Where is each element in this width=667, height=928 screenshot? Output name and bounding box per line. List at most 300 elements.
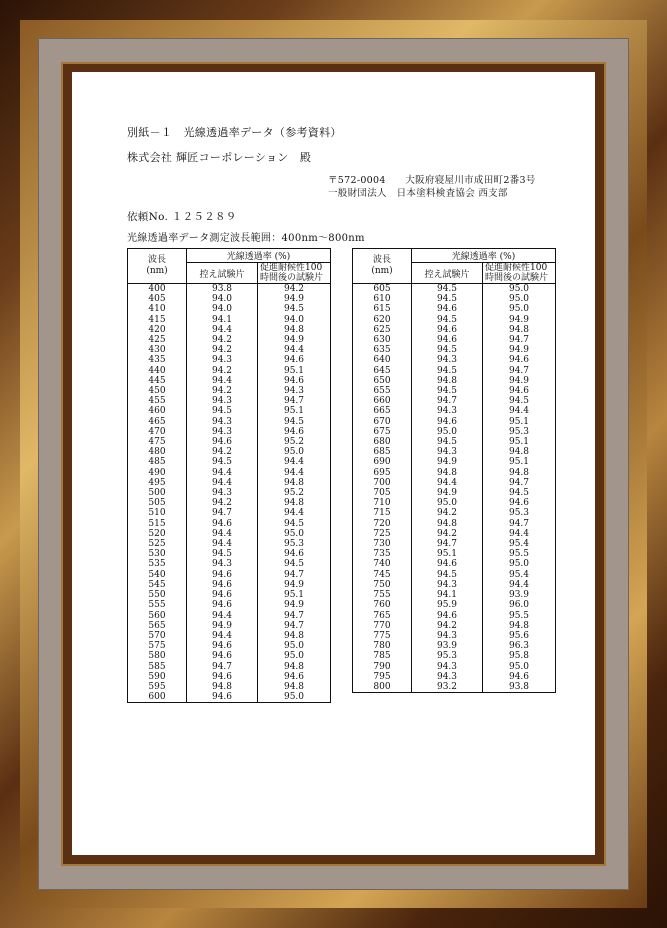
cell-wavelength: 785 xyxy=(353,651,412,661)
cell-control: 94.4 xyxy=(187,539,258,549)
table-row xyxy=(128,682,331,692)
cell-control: 94.6 xyxy=(187,437,258,447)
table-row xyxy=(128,366,331,376)
table-row xyxy=(353,641,556,651)
cell-wavelength: 420 xyxy=(128,325,187,335)
cell-control: 94.3 xyxy=(412,662,483,672)
cell-control: 95.3 xyxy=(412,651,483,661)
cell-control: 94.3 xyxy=(187,396,258,406)
cell-accelerated: 95.8 xyxy=(483,651,556,661)
cell-control: 94.9 xyxy=(412,457,483,467)
cell-control: 94.5 xyxy=(412,570,483,580)
cell-control: 94.2 xyxy=(187,386,258,396)
cell-wavelength: 695 xyxy=(353,468,412,478)
table-row xyxy=(128,662,331,672)
cell-wavelength: 405 xyxy=(128,294,187,304)
cell-wavelength: 655 xyxy=(353,386,412,396)
cell-wavelength: 605 xyxy=(353,284,412,295)
cell-wavelength: 615 xyxy=(353,304,412,314)
cell-control: 94.4 xyxy=(187,325,258,335)
cell-control: 94.4 xyxy=(412,478,483,488)
cell-control: 94.9 xyxy=(187,621,258,631)
cell-control: 95.1 xyxy=(412,549,483,559)
cell-wavelength: 440 xyxy=(128,366,187,376)
cell-accelerated: 94.9 xyxy=(258,294,331,304)
cell-wavelength: 620 xyxy=(353,315,412,325)
cell-control: 95.0 xyxy=(412,498,483,508)
cell-accelerated: 94.7 xyxy=(483,366,556,376)
cell-accelerated: 94.9 xyxy=(258,335,331,345)
sender-address: 〒572-0004 大阪府寝屋川市成田町2番3号 xyxy=(328,175,536,186)
header-control-specimen: 控え試験片 xyxy=(412,263,483,284)
cell-control: 94.6 xyxy=(187,692,258,703)
cell-accelerated: 93.8 xyxy=(483,682,556,693)
table-row xyxy=(353,580,556,590)
cell-wavelength: 730 xyxy=(353,539,412,549)
cell-accelerated: 95.3 xyxy=(483,427,556,437)
table-row xyxy=(353,315,556,325)
table-row xyxy=(128,600,331,610)
cell-accelerated: 94.5 xyxy=(258,304,331,314)
cell-control: 94.3 xyxy=(412,631,483,641)
table-row xyxy=(128,355,331,365)
cell-accelerated: 94.3 xyxy=(258,386,331,396)
cell-wavelength: 670 xyxy=(353,417,412,427)
table-row xyxy=(128,621,331,631)
cell-accelerated: 95.0 xyxy=(258,447,331,457)
cell-wavelength: 445 xyxy=(128,376,187,386)
cell-accelerated: 95.3 xyxy=(483,508,556,518)
cell-control: 94.2 xyxy=(412,529,483,539)
cell-accelerated: 95.0 xyxy=(483,294,556,304)
cell-control: 94.3 xyxy=(412,406,483,416)
cell-accelerated: 94.7 xyxy=(483,478,556,488)
cell-control: 94.5 xyxy=(412,345,483,355)
cell-accelerated: 94.6 xyxy=(258,376,331,386)
table-row xyxy=(353,345,556,355)
cell-accelerated: 95.0 xyxy=(258,692,331,703)
cell-accelerated: 94.8 xyxy=(483,468,556,478)
cell-accelerated: 95.5 xyxy=(483,611,556,621)
cell-accelerated: 94.9 xyxy=(258,580,331,590)
cell-accelerated: 94.7 xyxy=(258,570,331,580)
cell-control: 93.9 xyxy=(412,641,483,651)
cell-accelerated: 94.8 xyxy=(258,631,331,641)
cell-accelerated: 94.7 xyxy=(483,335,556,345)
table-row xyxy=(353,325,556,335)
table-row xyxy=(353,539,556,549)
cell-wavelength: 490 xyxy=(128,468,187,478)
cell-control: 94.8 xyxy=(412,468,483,478)
cell-wavelength: 550 xyxy=(128,590,187,600)
cell-wavelength: 675 xyxy=(353,427,412,437)
header-wavelength-label: 波長 xyxy=(372,255,391,265)
header-control-specimen: 控え試験片 xyxy=(187,263,258,284)
table-row xyxy=(353,498,556,508)
table-row xyxy=(128,457,331,467)
cell-wavelength: 575 xyxy=(128,641,187,651)
table-row xyxy=(128,498,331,508)
table-row xyxy=(353,447,556,457)
table-row xyxy=(128,427,331,437)
cell-accelerated: 94.9 xyxy=(483,345,556,355)
table-row xyxy=(353,508,556,518)
table-row xyxy=(353,335,556,345)
cell-control: 94.8 xyxy=(412,519,483,529)
cell-accelerated: 95.1 xyxy=(258,406,331,416)
cell-wavelength: 740 xyxy=(353,559,412,569)
table-row xyxy=(353,427,556,437)
table-row xyxy=(353,631,556,641)
table-row xyxy=(128,417,331,427)
table-row xyxy=(353,611,556,621)
cell-accelerated: 94.8 xyxy=(258,325,331,335)
table-row xyxy=(128,529,331,539)
cell-wavelength: 755 xyxy=(353,590,412,600)
cell-wavelength: 470 xyxy=(128,427,187,437)
table-row xyxy=(128,345,331,355)
cell-accelerated: 95.0 xyxy=(483,284,556,295)
cell-accelerated: 95.5 xyxy=(483,549,556,559)
cell-control: 94.2 xyxy=(187,447,258,457)
cell-wavelength: 570 xyxy=(128,631,187,641)
table-row xyxy=(128,570,331,580)
cell-control: 94.0 xyxy=(187,304,258,314)
cell-wavelength: 690 xyxy=(353,457,412,467)
table-row xyxy=(353,621,556,631)
cell-control: 94.5 xyxy=(412,366,483,376)
header-accelerated-specimen: 促進耐候性100時間後の試験片 xyxy=(258,263,331,284)
cell-accelerated: 95.0 xyxy=(258,651,331,661)
cell-wavelength: 700 xyxy=(353,478,412,488)
cell-wavelength: 745 xyxy=(353,570,412,580)
sender-organization: 一般財団法人 日本塗料検査協会 西支部 xyxy=(328,188,508,199)
table-row xyxy=(128,549,331,559)
cell-wavelength: 650 xyxy=(353,376,412,386)
table-row xyxy=(353,406,556,416)
cell-wavelength: 540 xyxy=(128,570,187,580)
cell-control: 94.2 xyxy=(187,335,258,345)
header-transmittance: 光線透過率 (%) xyxy=(187,249,331,263)
cell-control: 94.8 xyxy=(412,376,483,386)
cell-accelerated: 95.0 xyxy=(483,559,556,569)
cell-accelerated: 94.4 xyxy=(483,406,556,416)
cell-control: 94.5 xyxy=(412,315,483,325)
cell-accelerated: 95.6 xyxy=(483,631,556,641)
cell-accelerated: 95.0 xyxy=(258,529,331,539)
transmittance-table-left xyxy=(127,248,331,703)
header-wavelength xyxy=(353,249,412,284)
table-row xyxy=(353,682,556,693)
cell-control: 94.2 xyxy=(187,498,258,508)
cell-wavelength: 725 xyxy=(353,529,412,539)
cell-control: 94.8 xyxy=(187,682,258,692)
cell-wavelength: 595 xyxy=(128,682,187,692)
cell-wavelength: 485 xyxy=(128,457,187,467)
cell-wavelength: 705 xyxy=(353,488,412,498)
cell-control: 94.2 xyxy=(187,366,258,376)
cell-accelerated: 94.6 xyxy=(258,672,331,682)
table-row xyxy=(128,651,331,661)
table-row xyxy=(128,335,331,345)
table-row xyxy=(128,539,331,549)
table-row xyxy=(128,580,331,590)
cell-wavelength: 625 xyxy=(353,325,412,335)
cell-accelerated: 95.1 xyxy=(258,366,331,376)
transmittance-table-right xyxy=(352,248,556,693)
cell-control: 94.3 xyxy=(412,447,483,457)
table-row xyxy=(128,406,331,416)
cell-accelerated: 94.9 xyxy=(483,376,556,386)
table-row xyxy=(353,396,556,406)
cell-wavelength: 465 xyxy=(128,417,187,427)
cell-control: 94.3 xyxy=(187,559,258,569)
table-row xyxy=(353,417,556,427)
cell-wavelength: 685 xyxy=(353,447,412,457)
cell-wavelength: 480 xyxy=(128,447,187,457)
table-row xyxy=(353,662,556,672)
cell-accelerated: 94.8 xyxy=(258,662,331,672)
cell-control: 94.6 xyxy=(412,335,483,345)
cell-control: 94.3 xyxy=(187,355,258,365)
table-row xyxy=(353,600,556,610)
cell-wavelength: 415 xyxy=(128,315,187,325)
cell-control: 94.9 xyxy=(412,488,483,498)
cell-control: 93.2 xyxy=(412,682,483,693)
cell-wavelength: 525 xyxy=(128,539,187,549)
table-row xyxy=(128,508,331,518)
cell-accelerated: 94.4 xyxy=(258,345,331,355)
cell-control: 95.9 xyxy=(412,600,483,610)
table-row xyxy=(353,590,556,600)
cell-control: 94.4 xyxy=(187,631,258,641)
table-row xyxy=(353,549,556,559)
cell-control: 94.3 xyxy=(187,417,258,427)
cell-control: 94.6 xyxy=(187,651,258,661)
document-page xyxy=(72,72,595,855)
table-row xyxy=(353,488,556,498)
cell-control: 94.7 xyxy=(187,662,258,672)
cell-wavelength: 435 xyxy=(128,355,187,365)
cell-wavelength: 770 xyxy=(353,621,412,631)
cell-accelerated: 96.3 xyxy=(483,641,556,651)
cell-wavelength: 665 xyxy=(353,406,412,416)
table-row xyxy=(128,304,331,314)
cell-wavelength: 510 xyxy=(128,508,187,518)
cell-control: 94.6 xyxy=(412,559,483,569)
cell-wavelength: 735 xyxy=(353,549,412,559)
cell-accelerated: 95.1 xyxy=(258,590,331,600)
cell-control: 94.6 xyxy=(412,304,483,314)
cell-accelerated: 94.4 xyxy=(258,468,331,478)
table-row xyxy=(128,478,331,488)
cell-control: 94.5 xyxy=(412,284,483,295)
cell-control: 94.4 xyxy=(187,529,258,539)
cell-accelerated: 94.5 xyxy=(483,396,556,406)
cell-accelerated: 95.4 xyxy=(483,539,556,549)
request-number: 依頼No. １２５２８９ xyxy=(127,211,237,223)
cell-accelerated: 94.0 xyxy=(258,315,331,325)
cell-control: 94.1 xyxy=(187,315,258,325)
header-transmittance: 光線透過率 (%) xyxy=(412,249,556,263)
cell-control: 94.2 xyxy=(412,621,483,631)
cell-control: 94.3 xyxy=(187,427,258,437)
cell-wavelength: 750 xyxy=(353,580,412,590)
cell-control: 94.1 xyxy=(412,590,483,600)
header-wavelength xyxy=(128,249,187,284)
cell-accelerated: 94.5 xyxy=(483,488,556,498)
cell-wavelength: 715 xyxy=(353,508,412,518)
cell-control: 94.3 xyxy=(412,355,483,365)
cell-accelerated: 94.6 xyxy=(258,427,331,437)
cell-accelerated: 95.2 xyxy=(258,437,331,447)
cell-wavelength: 530 xyxy=(128,549,187,559)
cell-accelerated: 93.9 xyxy=(483,590,556,600)
header-accelerated-specimen: 促進耐候性100時間後の試験片 xyxy=(483,263,556,284)
cell-accelerated: 94.8 xyxy=(483,621,556,631)
cell-accelerated: 94.5 xyxy=(258,417,331,427)
cell-wavelength: 500 xyxy=(128,488,187,498)
cell-wavelength: 640 xyxy=(353,355,412,365)
header-wavelength-label: 波長 xyxy=(147,255,166,265)
cell-wavelength: 635 xyxy=(353,345,412,355)
cell-accelerated: 94.7 xyxy=(258,611,331,621)
cell-wavelength: 630 xyxy=(353,335,412,345)
cell-control: 94.5 xyxy=(412,386,483,396)
table-row xyxy=(353,284,556,295)
cell-control: 94.6 xyxy=(412,611,483,621)
cell-wavelength: 765 xyxy=(353,611,412,621)
cell-control: 94.3 xyxy=(412,580,483,590)
table-row xyxy=(353,457,556,467)
table-row xyxy=(128,386,331,396)
table-row xyxy=(128,692,331,703)
cell-wavelength: 585 xyxy=(128,662,187,672)
cell-wavelength: 790 xyxy=(353,662,412,672)
cell-accelerated: 94.4 xyxy=(258,508,331,518)
cell-wavelength: 780 xyxy=(353,641,412,651)
table-row xyxy=(353,366,556,376)
cell-wavelength: 535 xyxy=(128,559,187,569)
header-wavelength-unit: (nm) xyxy=(146,266,168,276)
table-row xyxy=(128,488,331,498)
table-row xyxy=(128,559,331,569)
cell-accelerated: 94.6 xyxy=(258,549,331,559)
cell-wavelength: 410 xyxy=(128,304,187,314)
table-row xyxy=(353,559,556,569)
cell-accelerated: 94.6 xyxy=(258,355,331,365)
cell-control: 94.6 xyxy=(412,325,483,335)
table-row xyxy=(128,611,331,621)
cell-control: 94.5 xyxy=(187,457,258,467)
cell-wavelength: 450 xyxy=(128,386,187,396)
cell-accelerated: 94.8 xyxy=(483,325,556,335)
cell-accelerated: 94.7 xyxy=(258,396,331,406)
cell-wavelength: 600 xyxy=(128,692,187,703)
cell-control: 94.6 xyxy=(412,417,483,427)
recipient-company: 株式会社 輝匠コーポレーション 殿 xyxy=(127,151,312,164)
cell-control: 94.7 xyxy=(412,539,483,549)
cell-accelerated: 94.7 xyxy=(483,519,556,529)
cell-wavelength: 555 xyxy=(128,600,187,610)
cell-accelerated: 95.1 xyxy=(483,457,556,467)
cell-wavelength: 515 xyxy=(128,519,187,529)
cell-accelerated: 94.8 xyxy=(258,498,331,508)
cell-wavelength: 795 xyxy=(353,672,412,682)
table-row xyxy=(353,376,556,386)
cell-wavelength: 710 xyxy=(353,498,412,508)
cell-accelerated: 95.3 xyxy=(258,539,331,549)
header-wavelength-unit: (nm) xyxy=(371,266,393,276)
table-row xyxy=(128,396,331,406)
cell-accelerated: 94.5 xyxy=(258,519,331,529)
table-row xyxy=(353,355,556,365)
table-row xyxy=(353,294,556,304)
table-row xyxy=(353,519,556,529)
table-row xyxy=(128,437,331,447)
table-row xyxy=(353,529,556,539)
cell-control: 94.7 xyxy=(187,508,258,518)
table-row xyxy=(128,631,331,641)
cell-wavelength: 400 xyxy=(128,284,187,295)
cell-wavelength: 475 xyxy=(128,437,187,447)
cell-control: 94.4 xyxy=(187,376,258,386)
cell-control: 94.6 xyxy=(187,590,258,600)
cell-control: 94.2 xyxy=(187,345,258,355)
table-row xyxy=(353,651,556,661)
table-row xyxy=(128,519,331,529)
cell-wavelength: 545 xyxy=(128,580,187,590)
cell-control: 94.6 xyxy=(187,580,258,590)
cell-control: 94.5 xyxy=(187,549,258,559)
cell-accelerated: 95.0 xyxy=(258,641,331,651)
table-row xyxy=(353,468,556,478)
cell-accelerated: 94.6 xyxy=(483,355,556,365)
cell-wavelength: 520 xyxy=(128,529,187,539)
cell-control: 94.4 xyxy=(187,478,258,488)
table-row xyxy=(353,386,556,396)
measurement-range-note: 光線透過率データ測定波長範囲：400nm～800nm xyxy=(127,233,365,244)
cell-accelerated: 94.5 xyxy=(258,559,331,569)
cell-accelerated: 95.0 xyxy=(483,304,556,314)
cell-control: 94.4 xyxy=(187,611,258,621)
table-row xyxy=(353,570,556,580)
cell-wavelength: 455 xyxy=(128,396,187,406)
table-row xyxy=(128,468,331,478)
cell-accelerated: 94.7 xyxy=(258,621,331,631)
table-row xyxy=(128,447,331,457)
cell-accelerated: 95.1 xyxy=(483,437,556,447)
cell-wavelength: 660 xyxy=(353,396,412,406)
cell-accelerated: 94.8 xyxy=(258,682,331,692)
cell-wavelength: 680 xyxy=(353,437,412,447)
cell-accelerated: 95.4 xyxy=(483,570,556,580)
cell-accelerated: 94.4 xyxy=(483,529,556,539)
cell-accelerated: 94.4 xyxy=(258,457,331,467)
cell-accelerated: 96.0 xyxy=(483,600,556,610)
cell-control: 94.4 xyxy=(187,468,258,478)
table-row xyxy=(128,641,331,651)
cell-control: 94.5 xyxy=(412,294,483,304)
table-row xyxy=(128,376,331,386)
cell-wavelength: 610 xyxy=(353,294,412,304)
cell-control: 94.3 xyxy=(412,672,483,682)
cell-wavelength: 800 xyxy=(353,682,412,693)
table-row xyxy=(128,294,331,304)
cell-accelerated: 94.6 xyxy=(483,386,556,396)
table-row xyxy=(128,672,331,682)
cell-control: 95.0 xyxy=(412,427,483,437)
